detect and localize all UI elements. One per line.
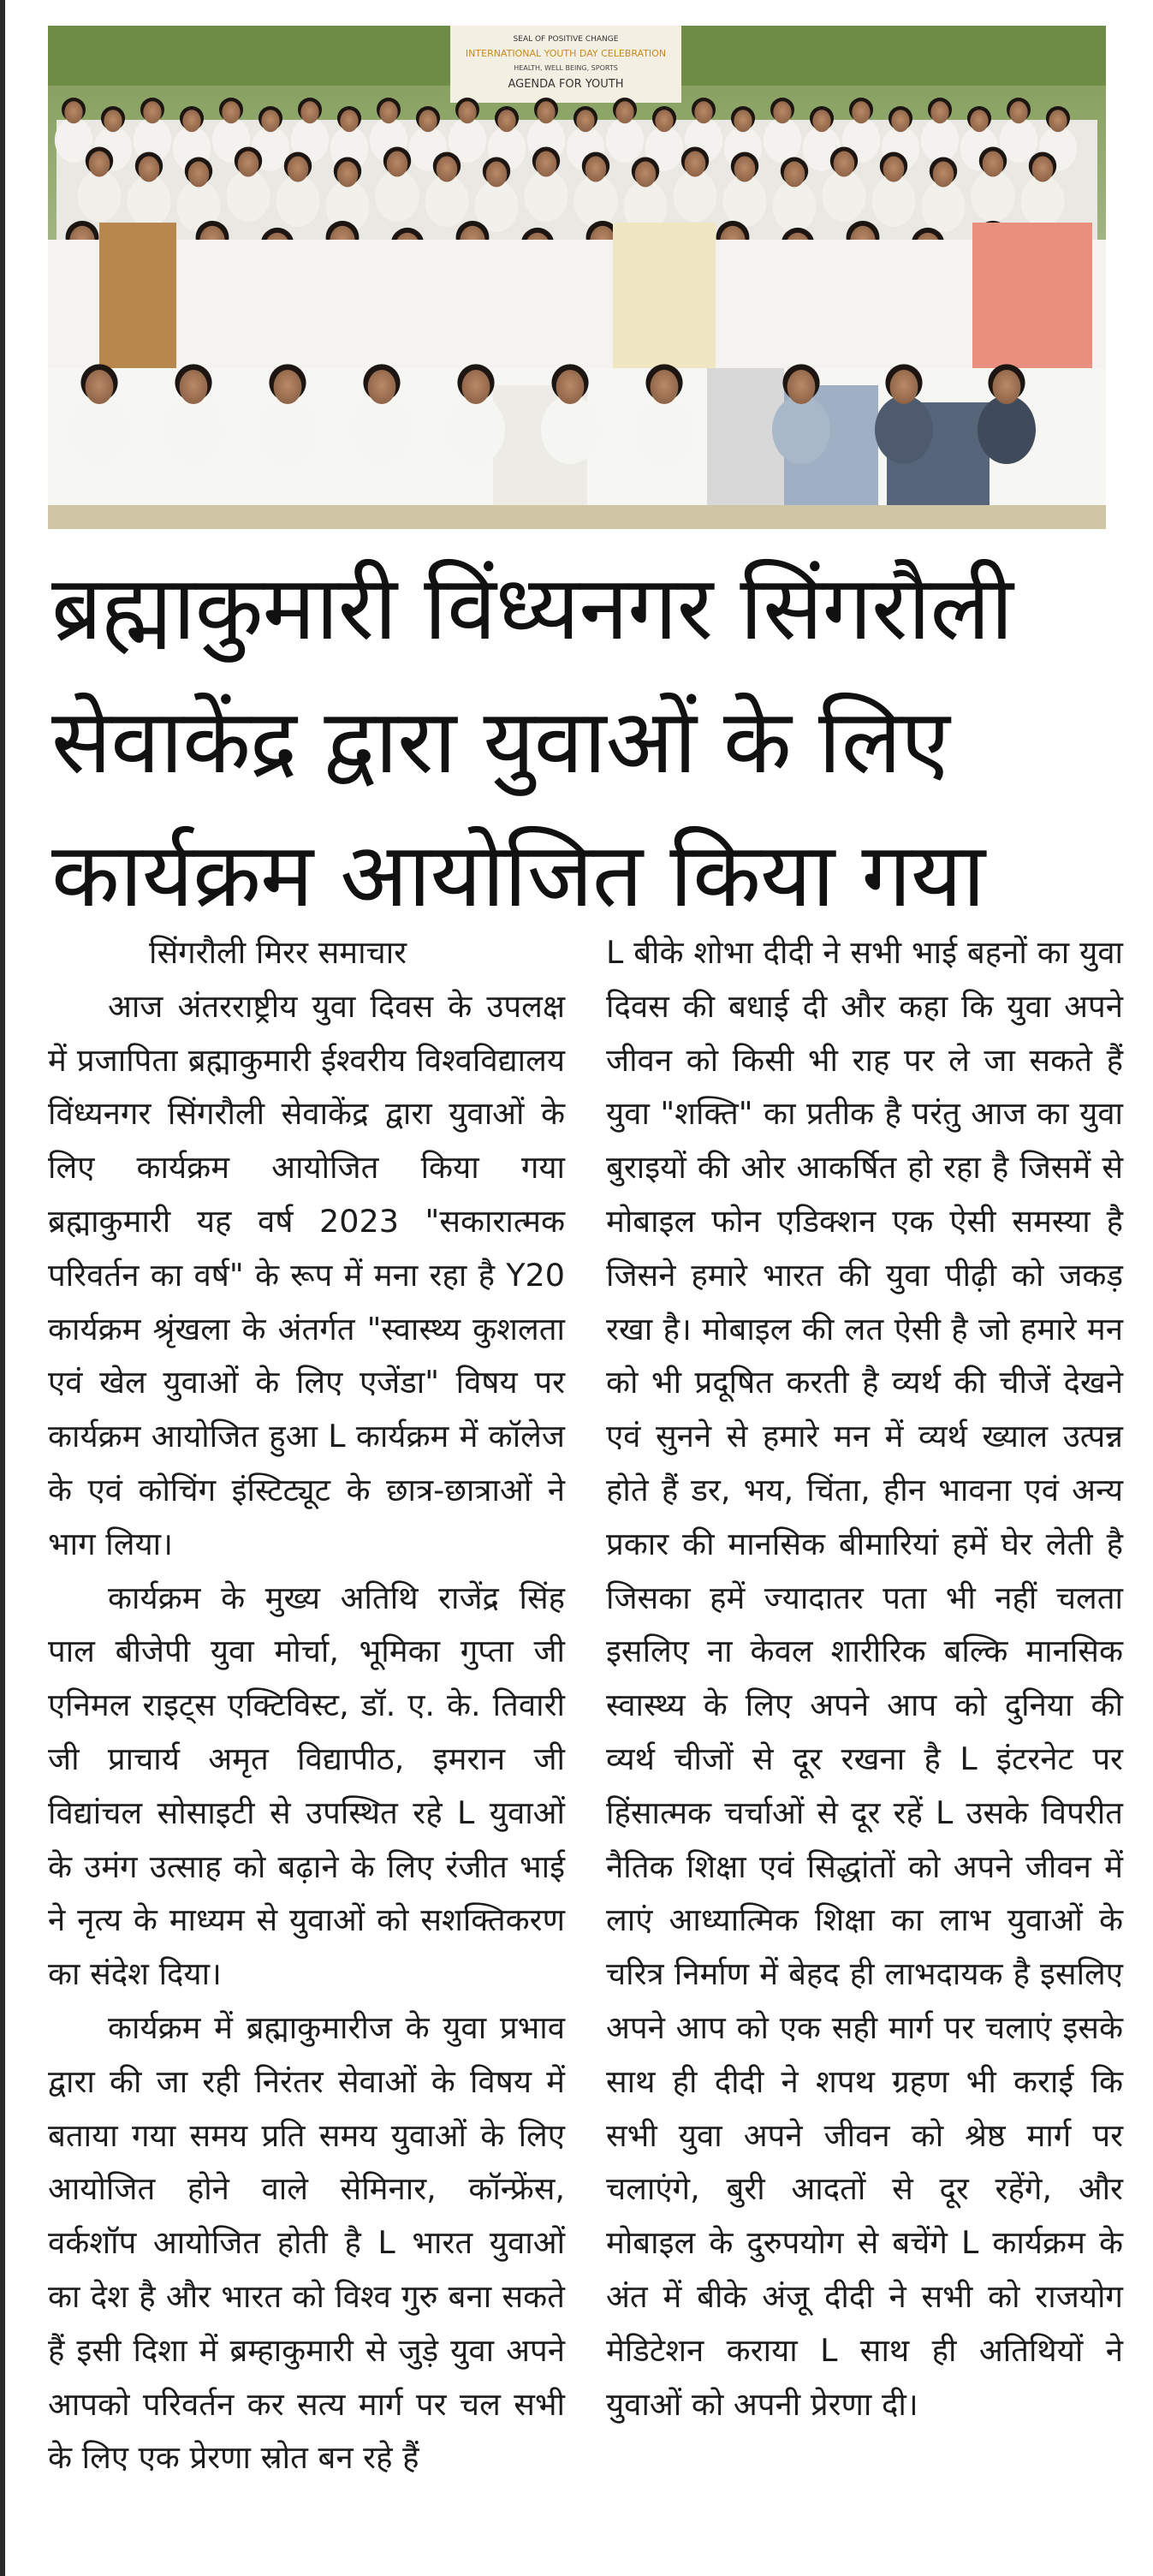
- article-column-left: [48, 926, 565, 2485]
- column-rule: [0, 0, 5, 2576]
- headline-line-1: ब्रह्माकुमारी विंध्यनगर सिंगरौली: [51, 556, 1013, 660]
- headline-line-2: सेवाकेंद्र द्वारा युवाओं के लिए: [51, 689, 949, 794]
- group-photo: [48, 26, 1106, 529]
- paragraph: L बीके शोभा दीदी ने सभी भाई बहनों का युवा दिवस की बधाई दी और कहा कि युवा अपने जीवन को किसी भी राह पर ले जा सकते हैं युवा "शक्ति" का प्रतीक है परंतु आज का युवा बुराइयों की ओर आकर्षित हो रहा है जिसमें से मोबाइल फोन एडिक्शन एक ऐसी समस्या है जिसने हमारे भारत की युवा पीढ़ी को जकड़ रखा है। मोबाइल की लत ऐसी है जो हमारे मन को भी प्रदूषित करती है व्यर्थ की चीजें देखने एवं सुनने से हमारे मन में व्यर्थ ख्याल उत्पन्न होते हैं डर, भय, चिंता, हीन भावना एवं अन्य प्रकार की मानसिक बीमारियां हमें घेर लेती है जिसका हमें ज्यादातर पता भी नहीं चलता इसलिए ना केवल शारीरिक बल्कि मानसिक स्वास्थ्य के लिए अपने आप को दुनिया की व्यर्थ चीजों से दूर रखना है L इंटरनेट पर हिंसात्मक चर्चाओं से दूर रहें L उसके विपरीत नैतिक शिक्षा एवं सिद्धांतों को अपने जीवन में लाएं आध्यात्मिक शिक्षा का लाभ युवाओं के चरित्र निर्माण में बेहद ही लाभदायक है इसलिए अपने आप को एक सही मार्ग पर चलाएं इसके साथ ही दीदी ने शपथ ग्रहण भी कराई कि सभी युवा अपने जीवन को श्रेष्ठ मार्ग पर चलाएंगे, बुरी आदतों से दूर रहेंगे, और मोबाइल के दुरुपयोग से बचेंगे L कार्यक्रम के अंत में बीके अंजू दीदी ने सभी को राजयोग मेडिटेशन कराया L साथ ही अतिथियों ने युवाओं को अपनी प्रेरणा दी।: [606, 934, 1123, 2423]
- svg-text:INTERNATIONAL YOUTH DAY CELEBR: INTERNATIONAL YOUTH DAY CELEBRATION: [465, 48, 667, 59]
- svg-text:SEAL OF POSITIVE CHANGE: SEAL OF POSITIVE CHANGE: [513, 35, 619, 44]
- paragraph: कार्यक्रम के मुख्य अतिथि राजेंद्र सिंह पाल बीजेपी युवा मोर्चा, भूमिका गुप्ता जी एनिमल राइट्स एक्टिविस्ट, डॉ. ए. के. तिवारी जी प्राचार्य अमृत विद्यापीठ, इमरान जी विद्यांचल सोसाइटी से उपस्थित रहे L युवाओं के उमंग उत्साह को बढ़ाने के लिए रंजीत भाई ने नृत्य के माध्यम से युवाओं को सशक्तिकरण का संदेश दिया।: [48, 1579, 565, 1993]
- byline: सिंगरौली मिरर समाचार: [149, 934, 407, 971]
- headline-line-3: कार्यक्रम आयोजित किया गया: [51, 823, 985, 927]
- article-column-right: [606, 926, 1123, 2431]
- svg-text:HEALTH, WELL BEING, SPORTS: HEALTH, WELL BEING, SPORTS: [514, 64, 618, 72]
- headline: [51, 541, 1113, 942]
- paragraph: कार्यक्रम में ब्रह्माकुमारीज के युवा प्रभाव द्वारा की जा रही निरंतर सेवाओं के विषय में बताया गया समय प्रति समय युवाओं के लिए आयोजित होने वाले सेमिनार, कॉन्फ्रेंस, वर्कशॉप आयोजित होती है L भारत युवाओं का देश है और भारत को विश्व गुरु बना सकते हैं इसी दिशा में ब्रम्हाकुमारी से जुड़े युवा अपने आपको परिवर्तन कर सत्य मार्ग पर चल सभी के लिए एक प्रेरणा स्रोत बन रहे हैं: [48, 2008, 565, 2477]
- svg-text:AGENDA FOR YOUTH: AGENDA FOR YOUTH: [508, 78, 624, 91]
- paragraph: आज अंतरराष्ट्रीय युवा दिवस के उपलक्ष में प्रजापिता ब्रह्माकुमारी ईश्वरीय विश्वविद्यालय विंध्यनगर सिंगरौली सेवाकेंद्र द्वारा युवाओं के लिए कार्यक्रम आयोजित किया गया ब्रह्माकुमारी यह वर्ष 2023 "सकारात्मक परिवर्तन का वर्ष" के रूप में मना रहा है Y20 कार्यक्रम श्रृंखला के अंतर्गत "स्वास्थ्य कुशलता एवं खेल युवाओं के लिए एजेंडा" विषय पर कार्यक्रम आयोजित हुआ L कार्यक्रम में कॉलेज के एवं कोचिंग इंस्टिट्यूट के छात्र-छात्राओं ने भाग लिया।: [48, 987, 565, 1562]
- group-photo-image: [48, 26, 1106, 529]
